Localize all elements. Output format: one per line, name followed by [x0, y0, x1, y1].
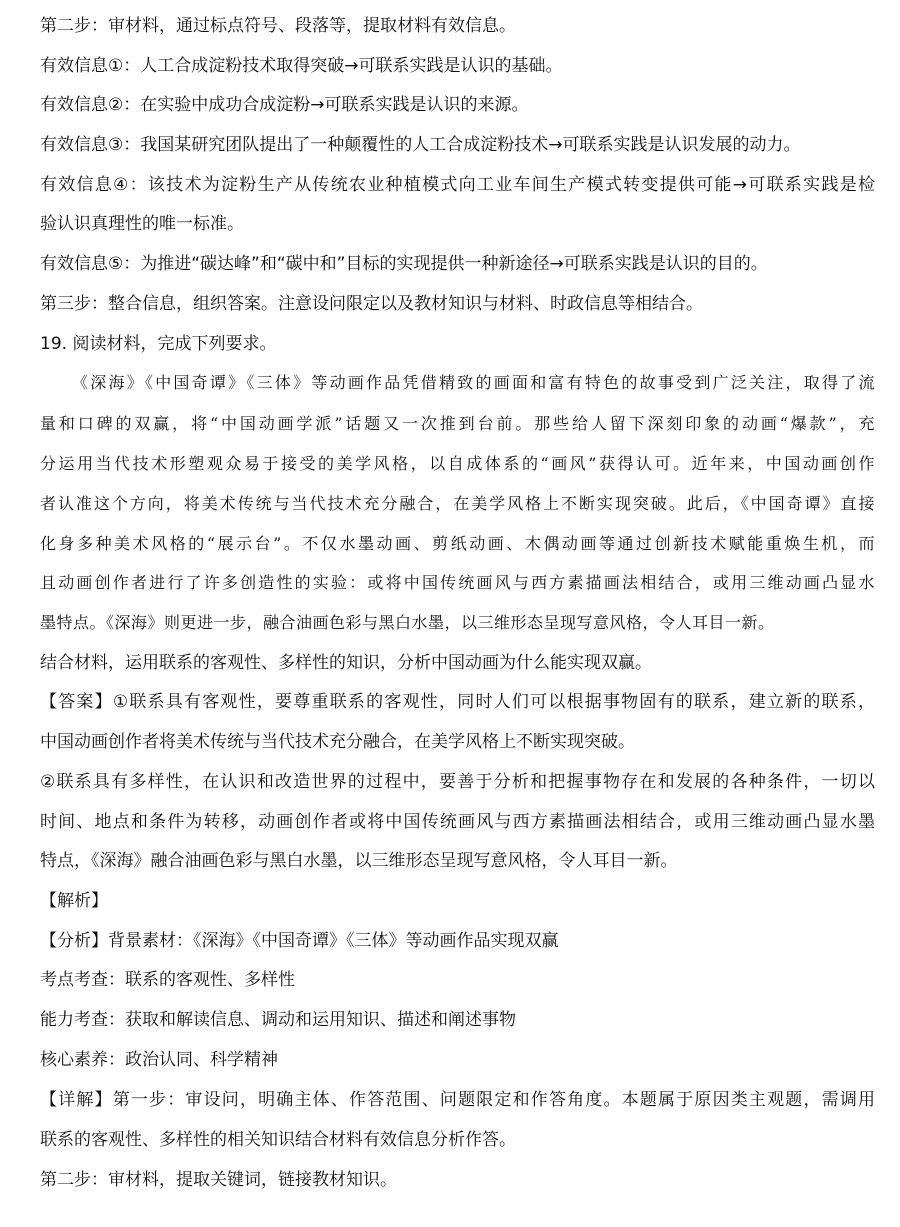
material-line-7: 墨特点。《深海》则更进一步，融合油画色彩与黑白水墨，以三维形态呈现写意风格，令人耳目一新。 [40, 613, 775, 632]
material-line-5: 化身多种美术风格的“展示台”。不仅水墨动画、剪纸动画、木偶动画等通过创新技术赋能重焕生机，而 [40, 534, 875, 553]
answer-1-line1: 【答案】①联系具有客观性，要尊重联系的客观性，同时人们可以根据事物固有的联系，建立新的联系， [40, 692, 875, 712]
answer-1-line2: 中国动画创作者将美术传统与当代技术充分融合，在美学风格上不断实现突破。 [40, 732, 635, 752]
material-line-1: 《深海》《中国奇谭》《三体》等动画作品凭借精致的画面和富有特色的故事受到广泛关注，取得了流 [72, 373, 875, 392]
effective-info-4-line2: 验认识真理性的唯一标准。 [40, 214, 244, 234]
ability-assessment: 能力考查：获取和解读信息、调动和运用知识、描述和阐述事物 [40, 1010, 516, 1030]
material-line-4: 者认准这个方向，将美术传统与当代技术充分融合，在美学风格上不断实现突破。此后，《中国奇谭》直接 [40, 494, 875, 513]
step2-final: 第二步：审材料，提取关键词，链接教材知识。 [40, 1170, 397, 1190]
core-literacy: 核心素养：政治认同、科学精神 [40, 1050, 278, 1070]
step3: 第三步：整合信息，组织答案。注意设问限定以及教材知识与材料、时政信息等相结合。 [40, 294, 703, 314]
question-19-heading: 19. 阅读材料，完成下列要求。 [40, 334, 277, 354]
answer-2-line1: ②联系具有多样性，在认识和改造世界的过程中，要善于分析和把握事物存在和发展的各种条件，一切以 [40, 772, 875, 792]
material-line-2: 量和口碑的双赢，将“中国动画学派”话题又一次推到台前。那些给人留下深刻印象的动画“爆款”，充 [40, 414, 875, 433]
analysis-background: 【分析】背景素材：《深海》《中国奇谭》《三体》等动画作品实现双赢 [40, 931, 559, 951]
answer-2-line2: 时间、地点和条件为转移，动画创作者或将中国传统画风与西方素描画法相结合，或用三维动画凸显水墨 [40, 812, 875, 832]
exam-points: 考点考查：联系的客观性、多样性 [40, 970, 295, 990]
detail-line1: 【详解】第一步：审设问，明确主体、作答范围、问题限定和作答角度。本题属于原因类主观题，需调用 [40, 1090, 875, 1110]
material-line-6: 且动画创作者进行了许多创造性的实验：或将中国传统画风与西方素描画法相结合，或用三维动画凸显水 [40, 573, 875, 592]
detail-line2: 联系的客观性、多样性的相关知识结合材料有效信息分析作答。 [40, 1130, 516, 1150]
effective-info-4-line1: 有效信息④：该技术为淀粉生产从传统农业种植模式向工业车间生产模式转变提供可能→可联系实践是检 [40, 175, 875, 195]
material-line-3: 分运用当代技术形塑观众易于接受的美学风格，以自成体系的“画风”获得认可。近年来，中国动画创作 [40, 454, 875, 473]
effective-info-2: 有效信息②：在实验中成功合成淀粉→可联系实践是认识的来源。 [40, 95, 529, 115]
step2-intro: 第二步：审材料，通过标点符号、段落等，提取材料有效信息。 [40, 16, 516, 36]
effective-info-5: 有效信息⑤：为推进“碳达峰”和“碳中和”目标的实现提供一种新途径→可联系实践是认识的目的。 [40, 254, 768, 274]
analysis-header: 【解析】 [40, 891, 108, 911]
effective-info-3: 有效信息③：我国某研究团队提出了一种颠覆性的人工合成淀粉技术→可联系实践是认识发展的动力。 [40, 135, 801, 155]
answer-2-line3: 特点，《深海》融合油画色彩与黑白水墨，以三维形态呈现写意风格，令人耳目一新。 [40, 851, 678, 871]
question-prompt: 结合材料，运用联系的客观性、多样性的知识，分析中国动画为什么能实现双赢。 [40, 653, 652, 673]
effective-info-1: 有效信息①：人工合成淀粉技术取得突破→可联系实践是认识的基础。 [40, 56, 563, 76]
